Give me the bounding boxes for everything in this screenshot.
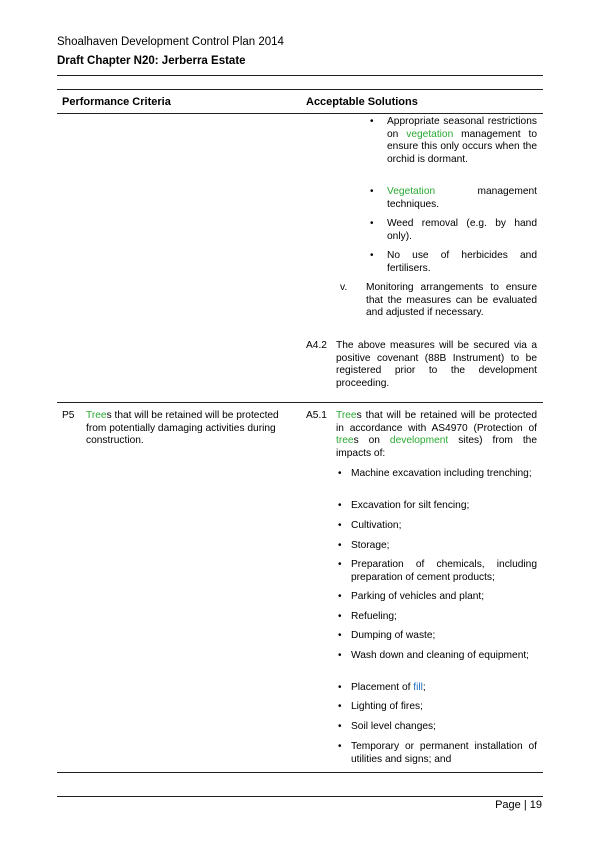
item-v-text: Monitoring arrangements to ensure that the measures can be evaluated and adjusted if necessary. [366, 282, 537, 319]
bullet-marker: • [338, 721, 342, 732]
header-rule [57, 75, 543, 76]
bullet-marker: • [370, 116, 374, 127]
bullet-marker: • [338, 540, 342, 551]
bullet-wash-down: Wash down and cleaning of equipment; [351, 650, 530, 661]
bullet-marker: • [338, 741, 342, 752]
a5-1-text: Trees that will be retained will be protected in accordance with AS4970 (Protection of trees on development sites) from the impacts of: [336, 410, 537, 459]
bullet-dumping-waste: Dumping of waste; [351, 630, 436, 641]
bullet-marker: • [338, 650, 342, 661]
a5-1-number: A5.1 [306, 410, 327, 421]
chapter-title: Draft Chapter N20: Jerberra Estate [57, 55, 246, 67]
development-link[interactable]: development [389, 435, 449, 447]
bullet-marker: • [338, 500, 342, 511]
bullet-marker: • [370, 250, 374, 261]
bullet-placement-fill: Placement of fill; [351, 682, 426, 693]
vegetation-link[interactable]: vegetation [406, 128, 454, 140]
bullet-storage: Storage; [351, 540, 390, 551]
a4-2-number: A4.2 [306, 340, 327, 351]
a4-2-text: The above measures will be secured via a positive covenant (88B Instrument) to be registered prior to the development proceeding. [336, 340, 537, 389]
vegetation-link[interactable]: Vegetation [387, 186, 436, 197]
bullet-weed-removal: Weed removal (e.g. by hand only). [387, 218, 537, 242]
row-divider [57, 402, 543, 403]
bullet-no-herbicides: No use of herbicides and fertilisers. [387, 250, 537, 274]
acceptable-solutions-header: Acceptable Solutions [306, 96, 418, 108]
bullet-chemicals: Preparation of chemicals, including preparation of cement products; [351, 559, 537, 583]
bullet-utilities-signs: Temporary or permanent installation of utilities and signs; and [351, 741, 537, 765]
table-bottom-rule [57, 772, 543, 773]
page-number: Page | 19 [495, 799, 542, 811]
bullet-marker: • [338, 468, 342, 479]
bullet-lighting-fires: Lighting of fires; [351, 701, 423, 712]
p5-number: P5 [62, 410, 75, 421]
footer-rule [57, 796, 543, 797]
bullet-marker: • [370, 218, 374, 229]
bullet-marker: • [338, 701, 342, 712]
bullet-marker: • [338, 611, 342, 622]
bullet-silt-fencing: Excavation for silt fencing; [351, 500, 470, 511]
bullet-refueling: Refueling; [351, 611, 397, 622]
bullet-parking: Parking of vehicles and plant; [351, 591, 485, 602]
bullet-soil-level: Soil level changes; [351, 721, 436, 732]
bullet-marker: • [338, 591, 342, 602]
table-header-rule [57, 113, 543, 114]
bullet-marker: • [338, 682, 342, 693]
performance-criteria-header: Performance Criteria [62, 96, 171, 108]
trees-link[interactable]: Tree [336, 410, 357, 421]
bullet-vegetation-techniques: Vegetation management techniques. [387, 186, 537, 210]
p5-text: Trees that will be retained will be protected from potentially damaging activities during construction. [86, 410, 279, 447]
bullet-cultivation: Cultivation; [351, 520, 402, 531]
fill-link[interactable]: fill [413, 682, 423, 693]
bullet-marker: • [338, 520, 342, 531]
bullet-marker: • [370, 186, 374, 197]
bullet-seasonal-restrictions: Appropriate seasonal restrictions on vegetation management to ensure this only occurs when the orchid is dormant. [387, 116, 537, 165]
bullet-marker: • [338, 630, 342, 641]
item-v-number: v. [340, 282, 348, 293]
table-top-rule [57, 89, 543, 90]
document-title: Shoalhaven Development Control Plan 2014 [57, 36, 284, 48]
trees-link[interactable]: tree [336, 435, 354, 447]
bullet-machine-excavation: Machine excavation including trenching; [351, 468, 532, 479]
trees-link[interactable]: Tree [86, 410, 107, 421]
bullet-marker: • [338, 559, 342, 570]
